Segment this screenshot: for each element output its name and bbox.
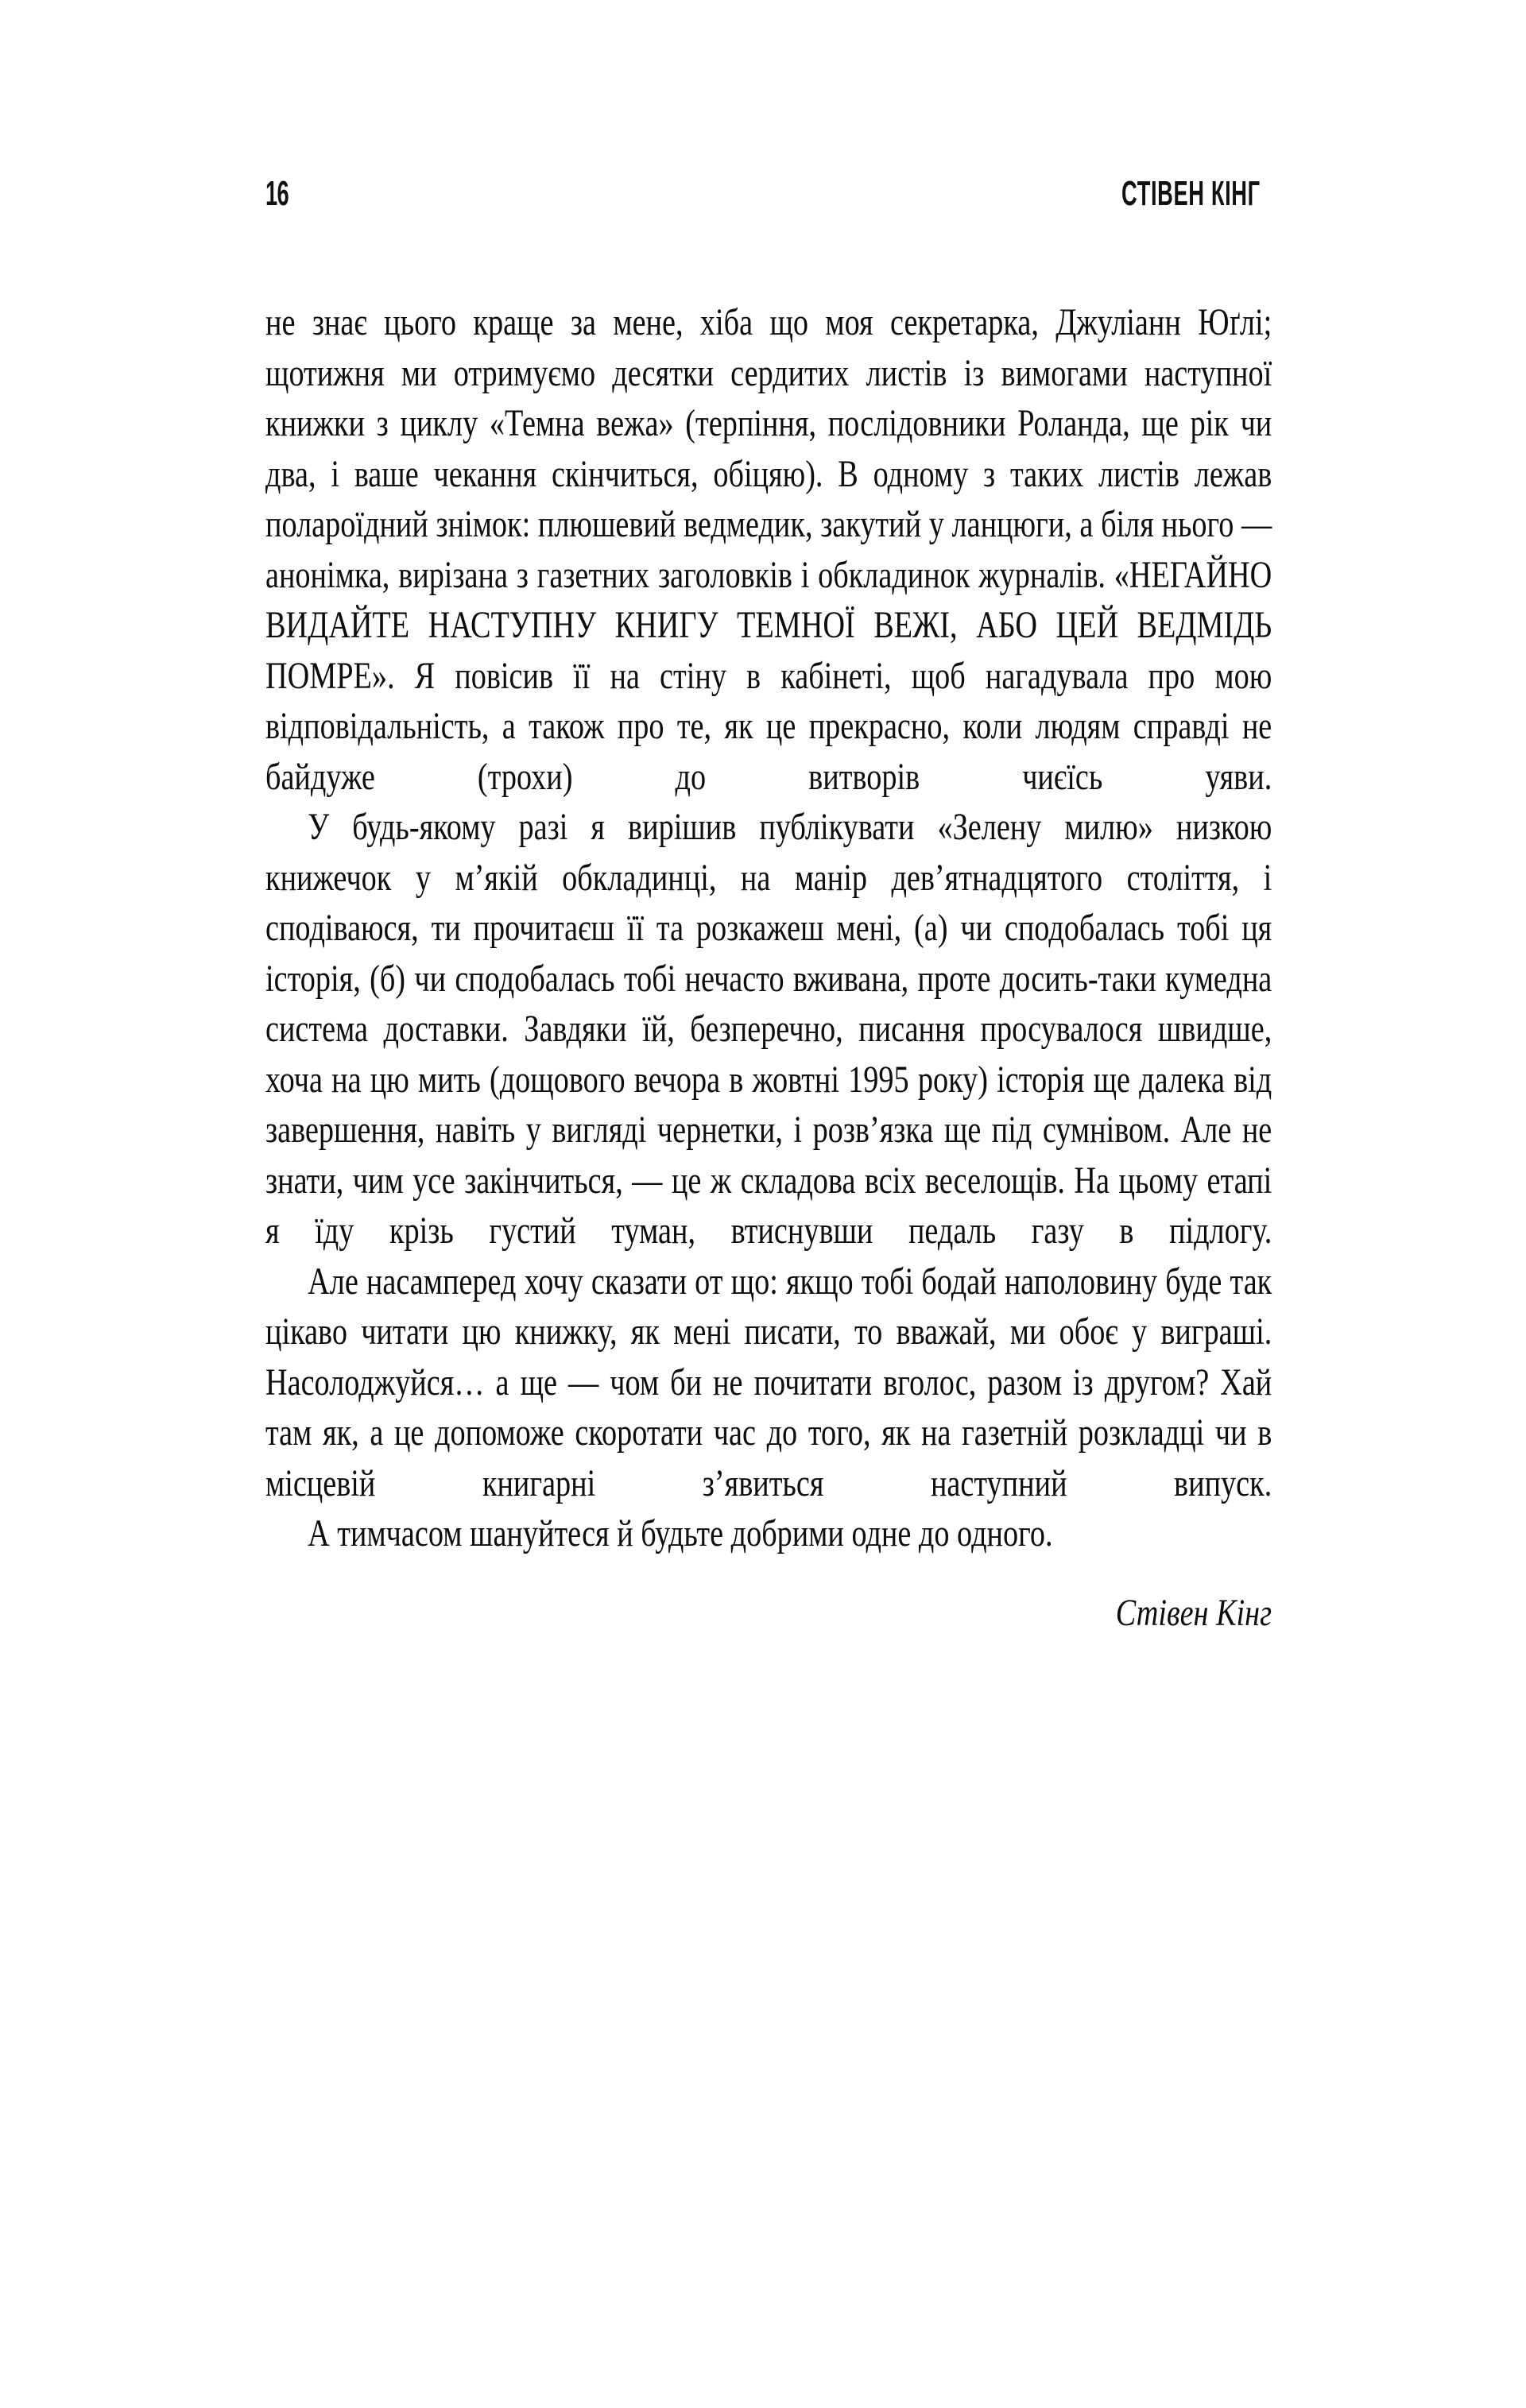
author-signature: Стівен Кінг: [1115, 1592, 1272, 1634]
paragraph: А тимчасом шануйтеся й будьте добрими одне до одного.: [308, 1513, 1053, 1554]
paragraph: не знає цього краще за мене, хіба що моя секретарка, Джуліанн Юґлі; щотижня ми отримуємо десятки сердитих листів із вимогами наступної книжки з циклу «Темна вежа» (терпіння, послідовники Роланда, ще рік чи два, і ваше чекання скінчиться, обіцяю). В одному з таких листів лежав полароїдний знімок: плюшевий ведмедик, закутий у ланцюги, а біля нього — анонімка, вирізана з газетних заголовків і обкладинок журналів. «НЕГАЙНО ВИДАЙТЕ НАСТУПНУ КНИГУ ТЕМНОЇ ВЕЖІ, АБО ЦЕЙ ВЕДМІДЬ ПОМРЕ». Я повісив її на стіну в кабінеті, щоб нагадувала про мою відповідальність, а також про те, як це прекрасно, коли людям справді не байдуже (трохи) до витворів чиєїсь уяви.: [265, 302, 1272, 798]
page-header: [265, 176, 1261, 224]
paragraph: У будь-якому разі я вирішив публікувати «Зелену милю» низкою книжечок у м’якій обкладинці, на манір дев’ятнадцятого століття, і сподіваюся, ти прочитаєш її та розкажеш мені, (а) чи сподобалась тобі ця історія, (б) чи сподобалась тобі нечасто вживана, проте досить-таки кумедна система доставки. Завдяки їй, безперечно, писання просувалося швидше, хоча на цю мить (дощового вечора в жовтні 1995 року) історія ще далека від завершення, навіть у вигляді чернетки, і розв’язка ще під сумнівом. Але не знати, чим усе закінчиться, — це ж складова всіх веселощів. На цьому етапі я їду крізь густий туман, втиснувши педаль газу в підлогу.: [265, 807, 1272, 1252]
signature-row: [265, 1560, 1272, 1640]
page-number: 16: [265, 174, 289, 213]
body-text: [265, 298, 1272, 1639]
running-head-author: СТІВЕН КІНГ: [1121, 174, 1261, 213]
paragraph: Але насамперед хочу сказати от що: якщо тобі бодай наполовину буде так цікаво читати цю книжку, як мені писати, то вважай, ми обоє у виграші. Насолоджуйся… а ще — чом би не почитати вголос, разом із другом? Хай там як, а це допоможе скоротати час до того, як на газетній розкладці чи в місцевій книгарні з’явиться наступний випуск.: [265, 1260, 1272, 1504]
